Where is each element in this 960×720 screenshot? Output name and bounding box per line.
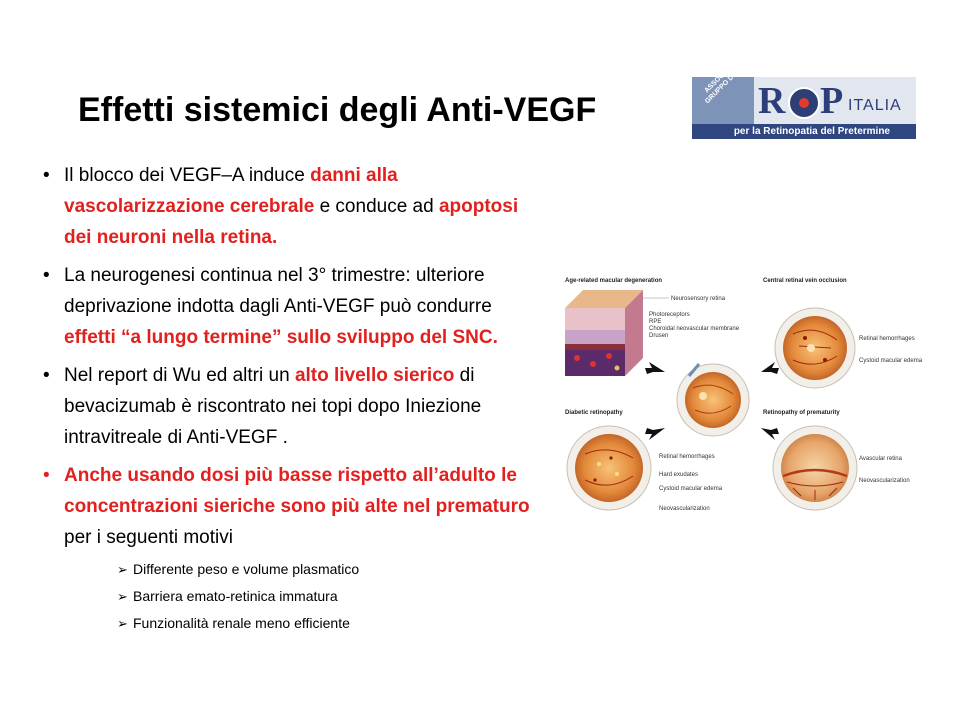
- logo-italia: ITALIA: [848, 97, 902, 114]
- sub-list: [40, 556, 540, 637]
- label-photoreceptors: Photoreceptors: [649, 312, 690, 318]
- bullet-wu-report: [40, 360, 540, 453]
- bullet-text: e conduce ad: [314, 196, 439, 217]
- label-rpe: RPE: [649, 319, 662, 325]
- eye-icon: [788, 87, 820, 119]
- bullet-text: Il blocco dei VEGF–A induce: [64, 165, 311, 186]
- logo-band-text: ASSOCIAZIONE GRUPPO DI STUDIO: [703, 51, 757, 106]
- slide-title: Effetti sistemici degli Anti-VEGF: [78, 91, 597, 129]
- arrow-up-left: [645, 362, 665, 374]
- crvo-eye-illustration: [775, 308, 855, 388]
- bullet-text-highlight: apoptosi dei neuroni nella retina.: [64, 196, 519, 248]
- label-rop-avascular: Avascular retina: [859, 456, 902, 462]
- sub-item-renal: ➢ Funzionalità renale meno efficiente: [40, 610, 540, 637]
- label-drusen: Drusen: [649, 333, 669, 339]
- panel-title-rop: Retinopathy of prematurity: [763, 410, 840, 416]
- label-dr-neovascularization: Neovascularization: [659, 506, 710, 512]
- arrow-up-right: [761, 362, 779, 374]
- label-rop-neovascularization: Neovascularization: [859, 478, 910, 484]
- label-cnv: Choroidal neovascular membrane: [649, 326, 740, 332]
- label-neurosensory-retina: Neurosensory retina: [671, 296, 726, 302]
- label-crvo-edema: Cystoid macular edema: [859, 358, 923, 364]
- bullet-serum-levels: [40, 460, 540, 553]
- logo-letter-p: P: [820, 80, 844, 122]
- amd-retina-cross-section: [565, 290, 643, 376]
- retinal-diseases-figure: [553, 268, 927, 516]
- rop-eye-illustration: [773, 426, 857, 510]
- bullet-vegf-block: [40, 160, 540, 253]
- bullet-text: per i seguenti motivi: [64, 527, 233, 548]
- logo-subtitle: per la Retinopatia del Pretermine: [692, 124, 916, 139]
- bullet-text-highlight: alto livello sierico: [294, 365, 455, 386]
- bullet-text: di bevacizumab è riscontrato nei topi dopo Iniezione intravitreale di Anti-VEGF .: [64, 365, 482, 448]
- label-dr-edema: Cystoid macular edema: [659, 486, 723, 492]
- bullet-neurogenesis: [40, 260, 540, 353]
- label-dr-hemorrhages: Retinal hemorrhages: [659, 454, 715, 460]
- central-eye-illustration: [677, 364, 749, 436]
- bullet-text-highlight: effetti “a lungo termine” sullo sviluppo del SNC.: [64, 327, 498, 348]
- label-crvo-hemorrhages: Retinal hemorrhages: [859, 336, 915, 342]
- label-dr-exudates: Hard exudates: [659, 472, 699, 478]
- logo-letter-r: R: [758, 80, 786, 122]
- arrow-down-left: [645, 428, 665, 440]
- bullet-text-highlight: danni alla vascolarizzazione cerebrale: [64, 165, 398, 217]
- bullet-list: [40, 160, 540, 637]
- arrow-down-right: [761, 428, 779, 440]
- panel-title-crvo: Central retinal vein occlusion: [763, 278, 847, 284]
- bullet-text-highlight: Anche usando dosi più basse rispetto all’adulto le concentrazioni sieriche sono più alte nel prematuro: [64, 465, 530, 517]
- dr-eye-illustration: [567, 426, 651, 510]
- bullet-text: Nel report di Wu ed altri un: [64, 365, 295, 386]
- sub-item-barrier: ➢ Barriera emato-retinica immatura: [40, 583, 540, 610]
- bullet-text: La neurogenesi continua nel 3° trimestre: ulteriore deprivazione indotta dagli Anti-VEGF può condurre: [64, 265, 492, 317]
- panel-title-dr: Diabetic retinopathy: [565, 410, 623, 416]
- panel-title-amd: Age-related macular degeneration: [565, 278, 663, 284]
- sub-item-weight: ➢ Differente peso e volume plasmatico: [40, 556, 540, 583]
- rop-italia-logo: [692, 51, 916, 139]
